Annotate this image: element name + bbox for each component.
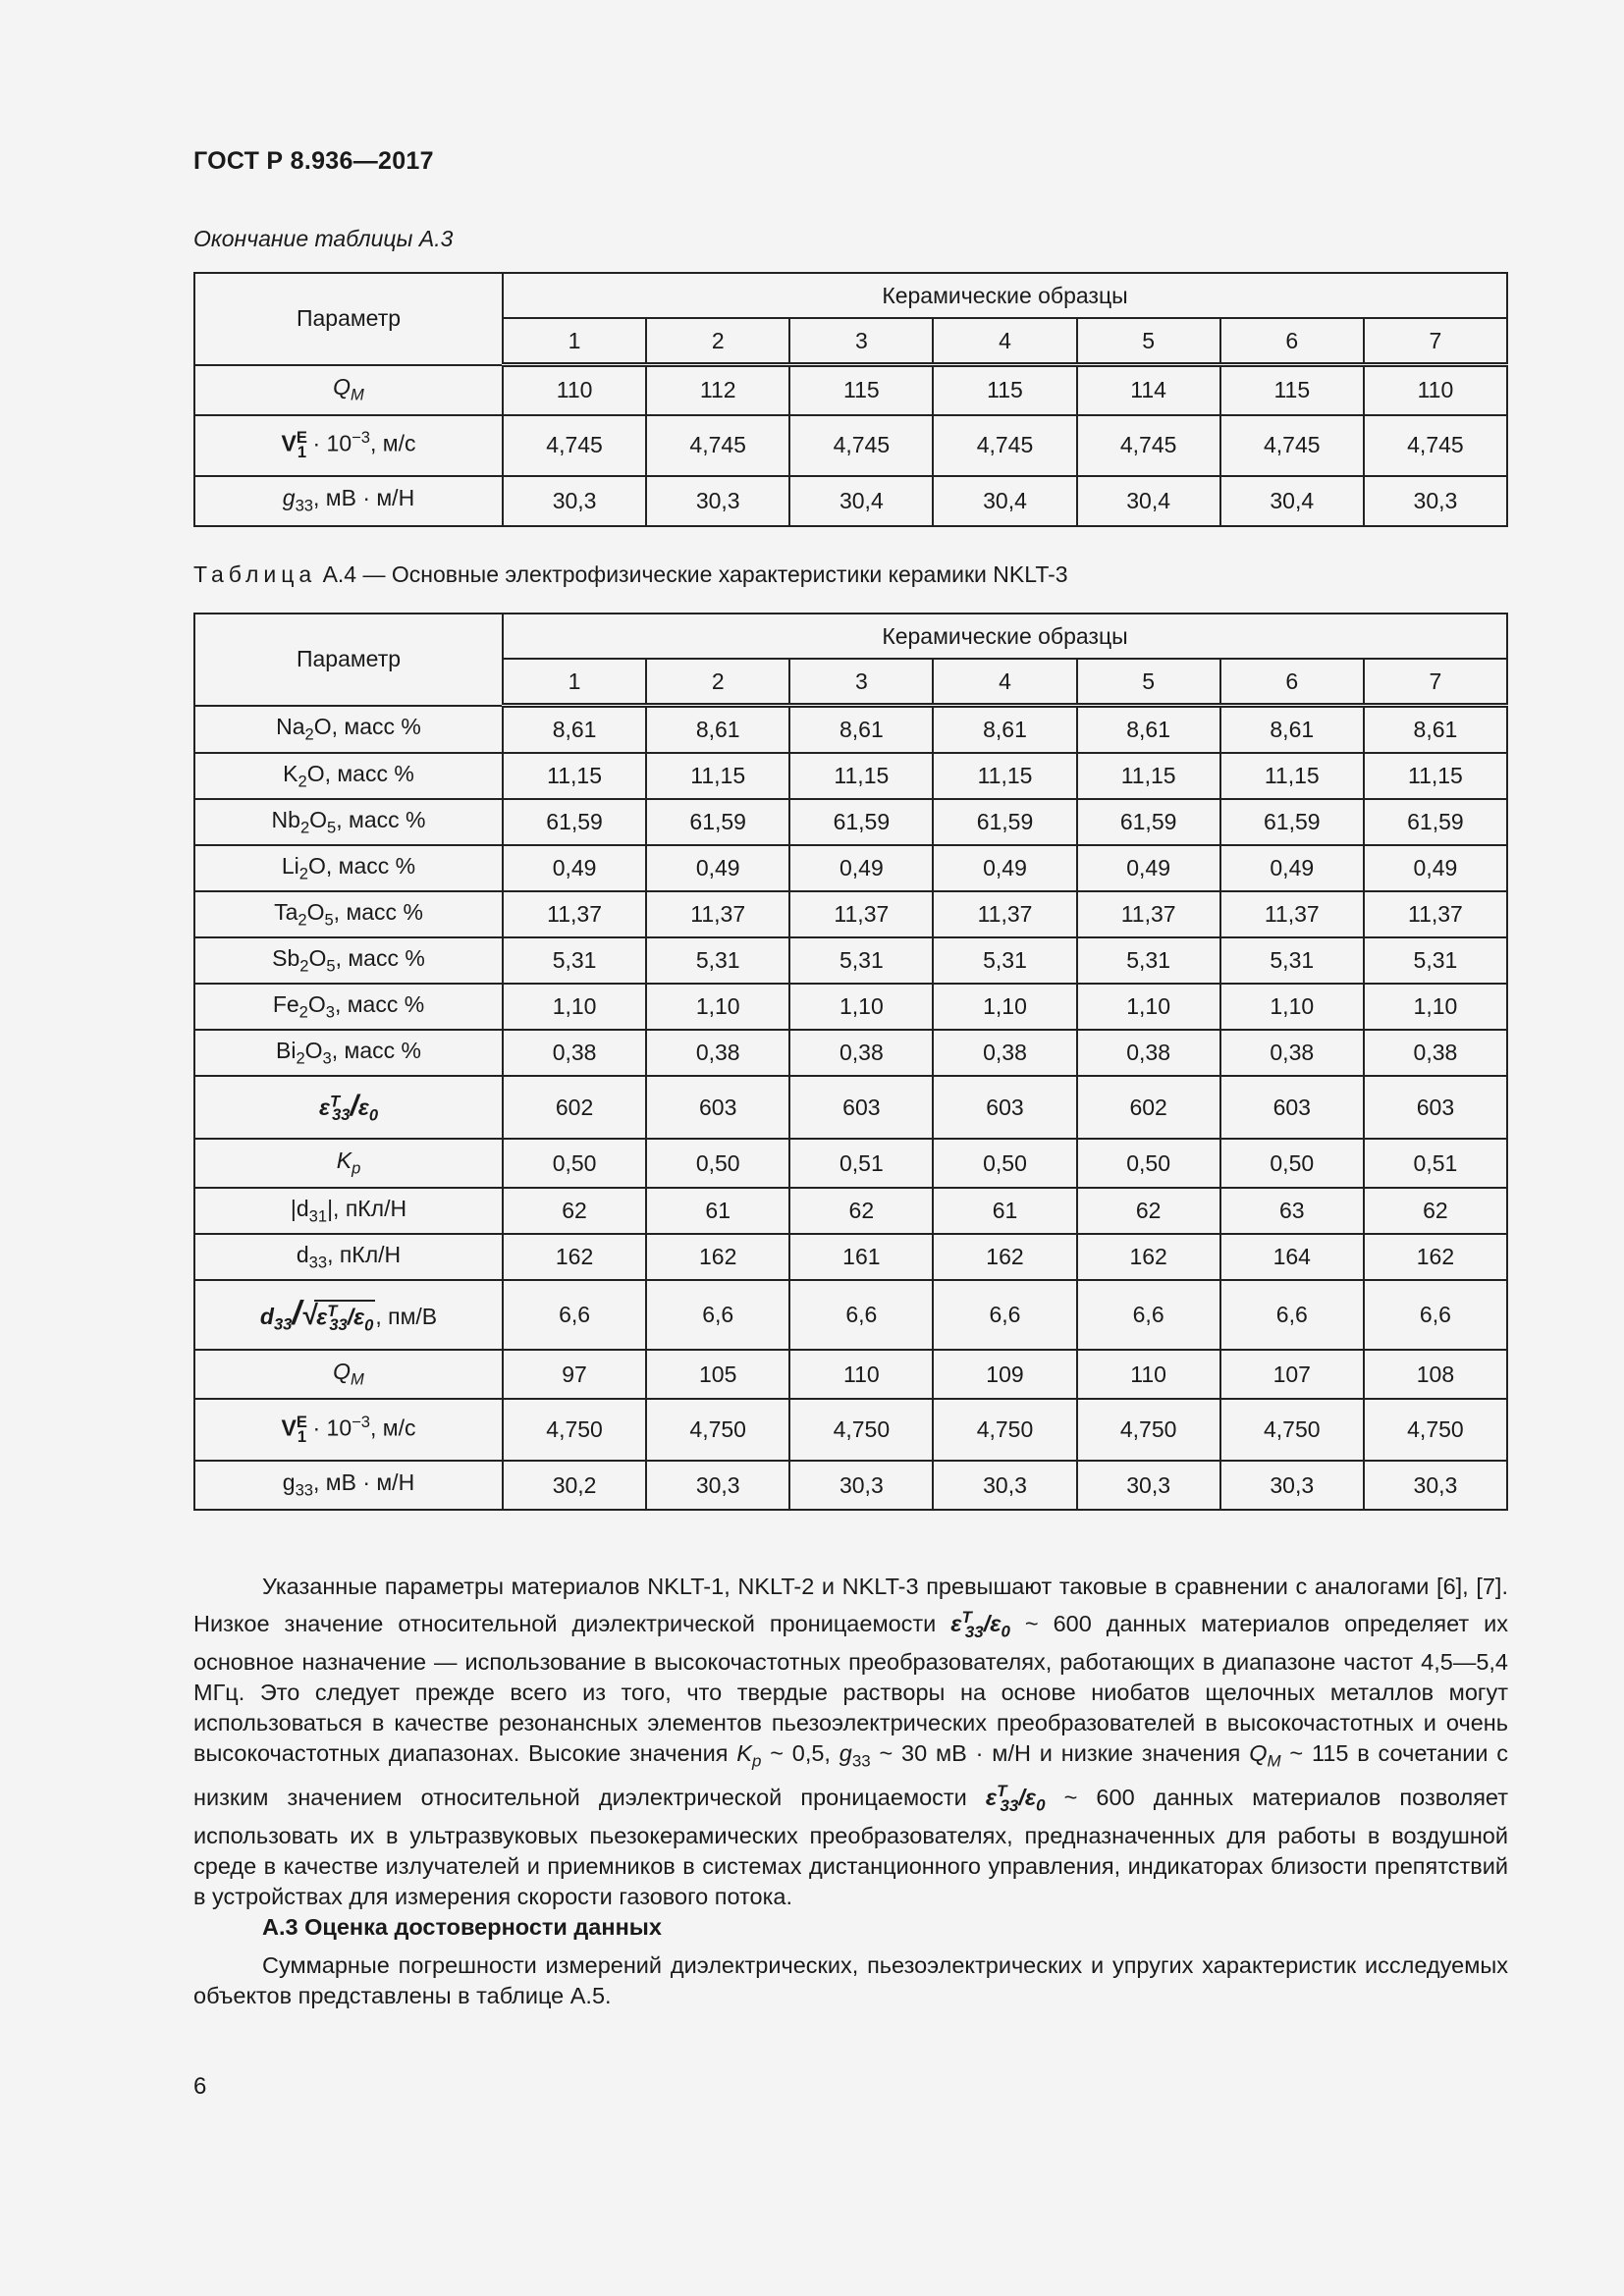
- cell: 61,59: [503, 799, 646, 845]
- cell: 4,745: [1077, 415, 1220, 476]
- row-label: $d_{33}$, пКл/Н: [194, 1234, 503, 1280]
- cell: 4,750: [1077, 1399, 1220, 1461]
- cell: 62: [789, 1188, 933, 1234]
- cell: 11,15: [933, 753, 1076, 799]
- cell: 5,31: [1077, 937, 1220, 984]
- row-label: $V^E_1 \cdot 10^{-3}$, м/с: [194, 1399, 503, 1461]
- table-row: [194, 799, 1507, 845]
- cell: 30,3: [646, 1461, 789, 1510]
- col-header: 4: [933, 659, 1076, 706]
- cell: 61,59: [933, 799, 1076, 845]
- cell: 30,4: [789, 476, 933, 526]
- row-label: $d_{33}/√\varepsilon^T_{33}/\varepsilon_0$, пм/В: [194, 1280, 503, 1350]
- cell: 30,3: [1364, 476, 1507, 526]
- cell: 4,745: [1364, 415, 1507, 476]
- row-label: $Sb_2O_5$, масс %: [194, 937, 503, 984]
- cell: 0,50: [646, 1139, 789, 1188]
- cell: 1,10: [933, 984, 1076, 1030]
- page-number: 6: [193, 2073, 207, 2100]
- cell: 4,750: [789, 1399, 933, 1461]
- cell: 602: [503, 1076, 646, 1139]
- cell: 61,59: [1364, 799, 1507, 845]
- cell: 11,15: [1364, 753, 1507, 799]
- cell: 108: [1364, 1350, 1507, 1399]
- cell: 62: [1077, 1188, 1220, 1234]
- cell: 5,31: [646, 937, 789, 984]
- cell: 603: [646, 1076, 789, 1139]
- cell: 5,31: [503, 937, 646, 984]
- table-row: [194, 891, 1507, 937]
- row-label: $Q_M$: [194, 1350, 503, 1399]
- cell: 30,3: [1364, 1461, 1507, 1510]
- col-header: 1: [503, 659, 646, 706]
- cell: 110: [789, 1350, 933, 1399]
- row-label: $\varepsilon^T_{33}/\varepsilon_0$: [194, 1076, 503, 1139]
- table-a4: [193, 613, 1508, 1511]
- param-header: Параметр: [194, 273, 503, 365]
- row-label: $Nb_2O_5$, масс %: [194, 799, 503, 845]
- cell: 4,750: [933, 1399, 1076, 1461]
- cell: 30,3: [1220, 1461, 1364, 1510]
- cell: 61,59: [1220, 799, 1364, 845]
- cell: 164: [1220, 1234, 1364, 1280]
- row-label: $Fe_2O_3$, масс %: [194, 984, 503, 1030]
- cell: 30,4: [1220, 476, 1364, 526]
- cell: 11,15: [1077, 753, 1220, 799]
- cell: 11,37: [1220, 891, 1364, 937]
- cell: 162: [1364, 1234, 1507, 1280]
- cell: 1,10: [503, 984, 646, 1030]
- row-label: $Na_2O$, масс %: [194, 706, 503, 754]
- cell: 11,15: [789, 753, 933, 799]
- cell: 63: [1220, 1188, 1364, 1234]
- row-label: $g_{33}$, мВ · м/Н: [194, 476, 503, 526]
- cell: 1,10: [1077, 984, 1220, 1030]
- cell: 0,49: [1077, 845, 1220, 891]
- cell: 30,4: [933, 476, 1076, 526]
- cell: 5,31: [789, 937, 933, 984]
- cell: 11,37: [1077, 891, 1220, 937]
- row-label: $K_p$: [194, 1139, 503, 1188]
- cell: 6,6: [646, 1280, 789, 1350]
- cell: 0,49: [1364, 845, 1507, 891]
- cell: 30,3: [789, 1461, 933, 1510]
- cell: 6,6: [933, 1280, 1076, 1350]
- cell: 30,3: [646, 476, 789, 526]
- table-row: [194, 365, 1507, 415]
- table-row: [194, 1234, 1507, 1280]
- cell: 0,50: [933, 1139, 1076, 1188]
- cell: 0,51: [789, 1139, 933, 1188]
- cell: 6,6: [503, 1280, 646, 1350]
- cell: 8,61: [1077, 706, 1220, 754]
- cell: 0,49: [933, 845, 1076, 891]
- cell: 30,2: [503, 1461, 646, 1510]
- cell: 0,49: [503, 845, 646, 891]
- cell: 30,3: [503, 476, 646, 526]
- table-a3-continuation: [193, 272, 1508, 527]
- document-header: ГОСТ Р 8.936—2017: [193, 147, 434, 175]
- col-header: 3: [789, 318, 933, 365]
- cell: 8,61: [789, 706, 933, 754]
- row-label: $Q_M$: [194, 365, 503, 415]
- table-row: [194, 1030, 1507, 1076]
- cell: 11,15: [646, 753, 789, 799]
- table-row: [194, 845, 1507, 891]
- col-header: 2: [646, 318, 789, 365]
- cell: 105: [646, 1350, 789, 1399]
- cell: 0,51: [1364, 1139, 1507, 1188]
- cell: 30,3: [1077, 1461, 1220, 1510]
- table2-caption: Таблица А.4 — Основные электрофизические характеристики керамики NKLT-3: [193, 561, 1068, 587]
- col-header: 5: [1077, 318, 1220, 365]
- cell: 4,750: [503, 1399, 646, 1461]
- row-label: $|d_{31}|$, пКл/Н: [194, 1188, 503, 1234]
- cell: 0,38: [933, 1030, 1076, 1076]
- cell: 107: [1220, 1350, 1364, 1399]
- cell: 5,31: [1220, 937, 1364, 984]
- cell: 61,59: [646, 799, 789, 845]
- cell: 0,50: [1220, 1139, 1364, 1188]
- cell: 6,6: [789, 1280, 933, 1350]
- cell: 0,50: [503, 1139, 646, 1188]
- cell: 1,10: [1364, 984, 1507, 1030]
- cell: 8,61: [933, 706, 1076, 754]
- cell: 61: [933, 1188, 1076, 1234]
- cell: 1,10: [789, 984, 933, 1030]
- cell: 162: [933, 1234, 1076, 1280]
- cell: 110: [1077, 1350, 1220, 1399]
- paragraph-conclusion: Указанные параметры материалов NKLT-1, NKLT-2 и NKLT-3 превышают таковые в сравнении с аналогами [6], [7]. Низкое значение относительной диэлектрической проницаемости $\varepsilon^T_{33}/\varepsilon_0$ ~ 600 данных материалов определяет их основное назначение — использование в высокочастотных преобразователях, работающих в диапазоне частот 4,5—5,4 МГц. Это следует прежде всего из того, что твердые растворы на основе ниобатов щелочных металлов могут использоваться в качестве резонансных элементов пьезоэлектрических преобразователей в высокочастотных и очень высокочастотных диапазонах. Высокие значения $K_p$ ~ 0,5, $g_{33}$ ~ 30 мВ · м/Н и низкие значения $Q_M$ ~ 115 в сочетании с низким значением относительной диэлектрической проницаемости $\varepsilon^T_{33}/\varepsilon_0$ ~ 600 данных материалов позволяет использовать их в ультразвуковых пьезокерамических преобразователях, предназначенных для работы в воздушной среде в качестве излучателей и приемников в системах дистанционного управления, индикаторах близости препятствий в устройствах для измерения скорости газового потока.: [193, 1574, 1509, 1909]
- table-row: [194, 1076, 1507, 1139]
- cell: 11,37: [1364, 891, 1507, 937]
- cell: 0,38: [503, 1030, 646, 1076]
- row-label: $g_{33}$, мВ · м/Н: [194, 1461, 503, 1510]
- table-row: [194, 415, 1507, 476]
- cell: 162: [503, 1234, 646, 1280]
- cell: 61,59: [1077, 799, 1220, 845]
- cell: 0,38: [1364, 1030, 1507, 1076]
- col-header: 6: [1220, 659, 1364, 706]
- cell: 8,61: [1220, 706, 1364, 754]
- cell: 11,15: [503, 753, 646, 799]
- cell: 110: [1364, 365, 1507, 415]
- cell: 30,3: [933, 1461, 1076, 1510]
- table-row: [194, 984, 1507, 1030]
- cell: 603: [933, 1076, 1076, 1139]
- row-label: $Ta_2O_5$, масс %: [194, 891, 503, 937]
- cell: 6,6: [1364, 1280, 1507, 1350]
- col-header: 5: [1077, 659, 1220, 706]
- cell: 4,745: [646, 415, 789, 476]
- col-header: 6: [1220, 318, 1364, 365]
- cell: 0,38: [646, 1030, 789, 1076]
- cell: 4,750: [1364, 1399, 1507, 1461]
- param-header: Параметр: [194, 614, 503, 706]
- cell: 161: [789, 1234, 933, 1280]
- cell: 4,745: [1220, 415, 1364, 476]
- cell: 4,745: [933, 415, 1076, 476]
- cell: 4,750: [1220, 1399, 1364, 1461]
- cell: 11,37: [646, 891, 789, 937]
- cell: 30,4: [1077, 476, 1220, 526]
- cell: 11,37: [503, 891, 646, 937]
- section-title: А.3 Оценка достоверности данных: [262, 1914, 662, 1940]
- cell: 115: [789, 365, 933, 415]
- table-row: [194, 476, 1507, 526]
- cell: 0,49: [1220, 845, 1364, 891]
- cell: 0,49: [789, 845, 933, 891]
- cell: 162: [646, 1234, 789, 1280]
- table-row: [194, 1188, 1507, 1234]
- cell: 0,49: [646, 845, 789, 891]
- cell: 5,31: [1364, 937, 1507, 984]
- col-header: 1: [503, 318, 646, 365]
- cell: 6,6: [1077, 1280, 1220, 1350]
- cell: 11,37: [789, 891, 933, 937]
- cell: 61,59: [789, 799, 933, 845]
- cell: 6,6: [1220, 1280, 1364, 1350]
- cell: 4,750: [646, 1399, 789, 1461]
- cell: 1,10: [1220, 984, 1364, 1030]
- table-row: [194, 1399, 1507, 1461]
- table-row: [194, 937, 1507, 984]
- cell: 603: [1364, 1076, 1507, 1139]
- table-row: [194, 753, 1507, 799]
- cell: 109: [933, 1350, 1076, 1399]
- col-header: 2: [646, 659, 789, 706]
- cell: 61: [646, 1188, 789, 1234]
- row-label: $V^E_1 \cdot 10^{-3}$, м/с: [194, 415, 503, 476]
- row-label: $K_2O$, масс %: [194, 753, 503, 799]
- col-header: 4: [933, 318, 1076, 365]
- cell: 0,50: [1077, 1139, 1220, 1188]
- cell: 0,38: [789, 1030, 933, 1076]
- cell: 0,38: [1220, 1030, 1364, 1076]
- cell: 4,745: [503, 415, 646, 476]
- row-label: $Li_2O$, масс %: [194, 845, 503, 891]
- cell: 1,10: [646, 984, 789, 1030]
- col-header: 3: [789, 659, 933, 706]
- cell: 112: [646, 365, 789, 415]
- col-header: 7: [1364, 659, 1507, 706]
- cell: 8,61: [646, 706, 789, 754]
- cell: 8,61: [1364, 706, 1507, 754]
- paragraph-accuracy: Суммарные погрешности измерений диэлектрических, пьезоэлектрических и упругих характеристик исследуемых объектов представлены в таблице А.5.: [193, 1952, 1508, 2008]
- table-row: [194, 1461, 1507, 1510]
- row-label: $Bi_2O_3$, масс %: [194, 1030, 503, 1076]
- cell: 115: [1220, 365, 1364, 415]
- cell: 5,31: [933, 937, 1076, 984]
- col-header: 7: [1364, 318, 1507, 365]
- cell: 0,38: [1077, 1030, 1220, 1076]
- cell: 8,61: [503, 706, 646, 754]
- cell: 162: [1077, 1234, 1220, 1280]
- table-row: [194, 706, 1507, 754]
- group-header: Керамические образцы: [503, 614, 1507, 659]
- table-row: [194, 1139, 1507, 1188]
- cell: 11,15: [1220, 753, 1364, 799]
- cell: 115: [933, 365, 1076, 415]
- table-row: [194, 1280, 1507, 1350]
- cell: 97: [503, 1350, 646, 1399]
- cell: 4,745: [789, 415, 933, 476]
- cell: 603: [1220, 1076, 1364, 1139]
- cell: 114: [1077, 365, 1220, 415]
- table-row: [194, 1350, 1507, 1399]
- cell: 11,37: [933, 891, 1076, 937]
- cell: 62: [503, 1188, 646, 1234]
- table1-caption: Окончание таблицы А.3: [193, 226, 454, 251]
- group-header: Керамические образцы: [503, 273, 1507, 318]
- cell: 602: [1077, 1076, 1220, 1139]
- cell: 110: [503, 365, 646, 415]
- cell: 603: [789, 1076, 933, 1139]
- cell: 62: [1364, 1188, 1507, 1234]
